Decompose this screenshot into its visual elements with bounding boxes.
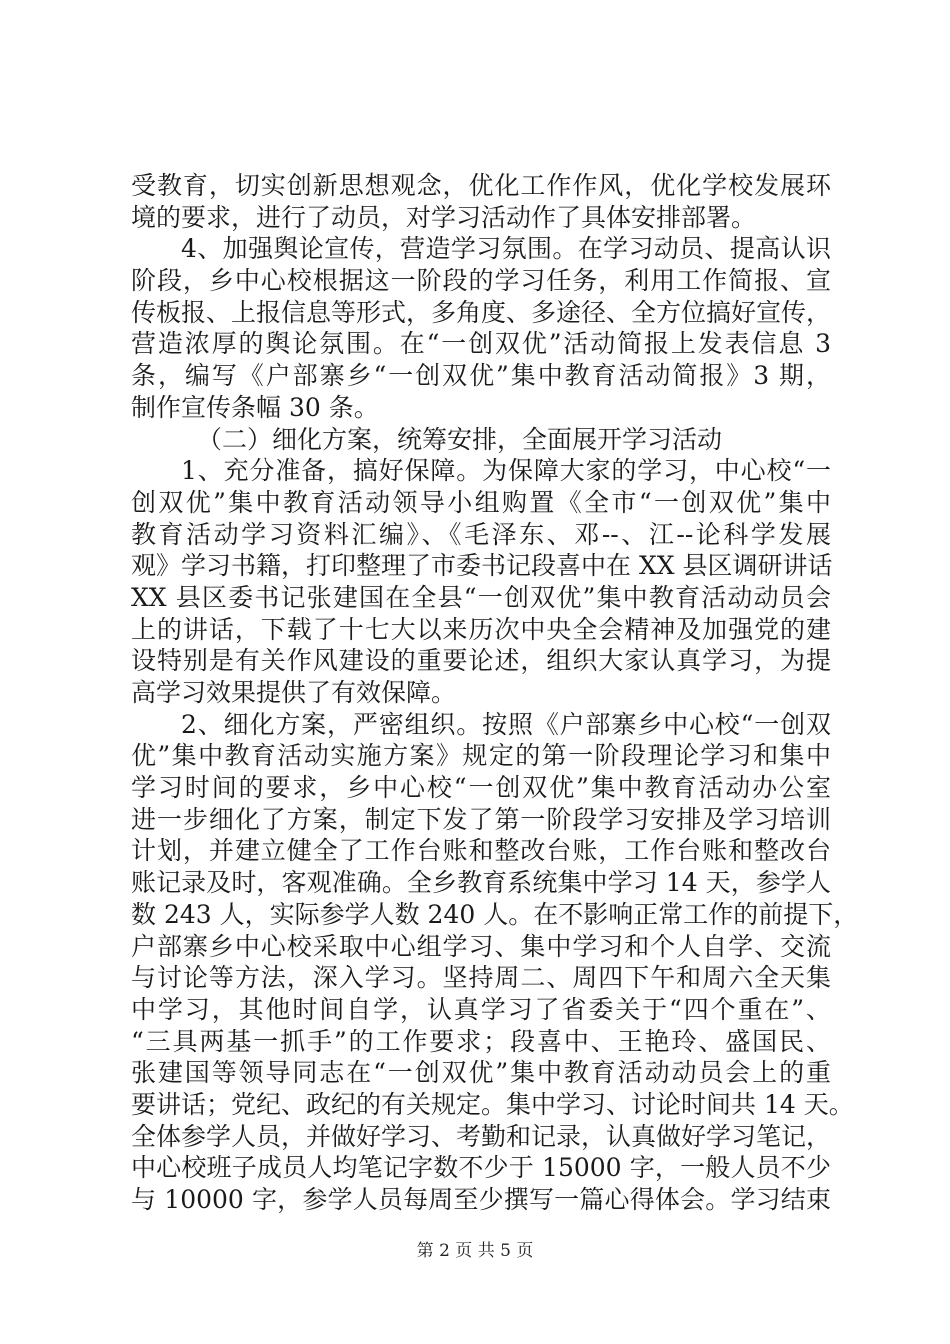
text-line: 受教育，切实创新思想观念，优化工作作风，优化学校发展环 [131, 171, 831, 200]
text-line: 中学习，其他时间自学，认真学习了省委关于“四个重在”、 [131, 994, 831, 1024]
text-line: 优”集中教育活动实施方案》规定的第一阶段理论学习和集中 [131, 741, 831, 771]
text-line: “三具两基一抓手”的工作要求；段喜中、王艳玲、盛国民、 [131, 1026, 831, 1056]
text-line: XX 县区委书记张建国在全县“一创双优”集中教育活动动员会 [131, 582, 831, 612]
text-line: 条，编写《户部寨乡“一创双优”集中教育活动简报》3 期， [131, 361, 831, 391]
text-line: 数 243 人，实际参学人数 240 人。在不影响正常工作的前提下， [131, 899, 859, 929]
paragraph-1-first-line: 1、充分准备，搞好保障。为保障大家的学习，中心校“一 [181, 456, 831, 486]
text-line: 进一步细化了方案，制定下发了第一阶段学习安排及学习培训 [131, 804, 831, 834]
text-line: 高学习效果提供了有效保障。 [131, 678, 457, 707]
text-line: 观》学习书籍，打印整理了市委书记段喜中在 XX 县区调研讲话 [131, 551, 833, 581]
text-line: 要讲话；党纪、政纪的有关规定。集中学习、讨论时间共 14 天。 [131, 1089, 854, 1119]
text-line: 创双优”集中教育活动领导小组购置《全市“一创双优”集中 [131, 487, 831, 517]
paragraph-2-first-line: 2、细化方案，严密组织。按照《户部寨乡中心校“一创双 [181, 709, 831, 739]
text-line: 设特别是有关作风建设的重要论述，组织大家认真学习，为提 [131, 646, 831, 676]
section-heading: （二）细化方案，统筹安排，全面展开学习活动 [197, 424, 723, 454]
text-line: 与讨论等方法，深入学习。坚持周二、周四下午和周六全天集 [131, 963, 831, 993]
text-line: 上的讲话，下载了十七大以来历次中央全会精神及加强党的建 [131, 614, 831, 644]
text-line: 教育活动学习资料汇编》、《毛泽东、邓--、江--论科学发展 [131, 519, 831, 549]
text-line: 学习时间的要求，乡中心校“一创双优”集中教育活动办公室 [131, 773, 831, 803]
text-line: 计划，并建立健全了工作台账和整改台账，工作台账和整改台 [131, 836, 831, 866]
text-line: 账记录及时，客观准确。全乡教育系统集中学习 14 天，参学人 [131, 868, 831, 898]
page-footer: 第 2 页 共 5 页 [416, 1241, 534, 1261]
text-line: 与 10000 字，参学人员每周至少撰写一篇心得体会。学习结束 [131, 1185, 831, 1214]
text-line: 制作宣传条幅 30 条。 [131, 392, 379, 422]
text-line: 传板报、上报信息等形式，多角度、多途径、全方位搞好宣传， [131, 297, 832, 327]
paragraph-4-first-line: 4、加强舆论宣传，营造学习氛围。在学习动员、提高认识 [181, 234, 831, 264]
body-text [131, 170, 859, 1216]
text-line: 张建国等领导同志在“一创双优”集中教育活动动员会上的重 [131, 1058, 831, 1088]
text-line: 阶段，乡中心校根据这一阶段的学习任务，利用工作简报、宣 [131, 266, 831, 296]
text-line: 营造浓厚的舆论氛围。在“一创双优”活动简报上发表信息 3 [131, 329, 831, 359]
text-line: 中心校班子成员人均笔记字数不少于 15000 字，一般人员不少 [131, 1153, 831, 1183]
text-line: 境的要求，进行了动员，对学习活动作了具体安排部署。 [131, 202, 757, 232]
text-line: 户部寨乡中心校采取中心组学习、集中学习和个人自学、交流 [131, 931, 831, 961]
text-line: 全体参学人员，并做好学习、考勤和记录，认真做好学习笔记， [131, 1121, 832, 1151]
